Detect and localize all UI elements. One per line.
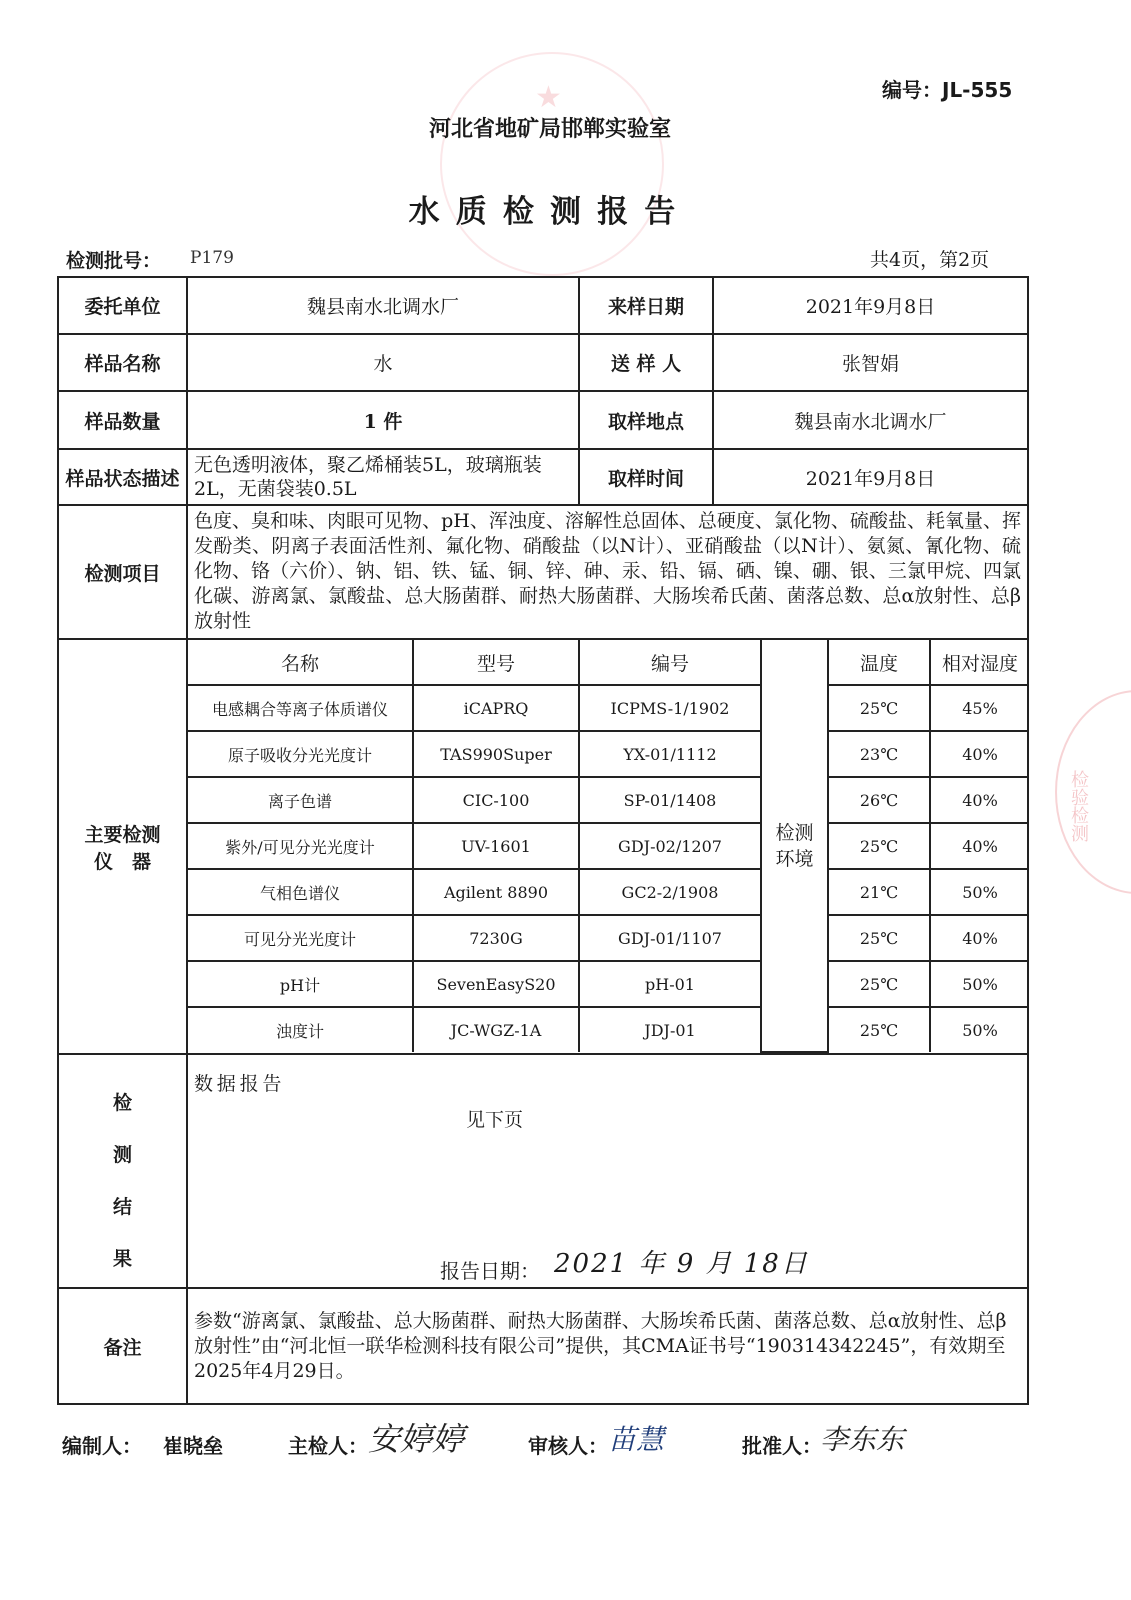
instrument-humidity: 45% — [930, 685, 1029, 731]
instrument-code: YX-01/1112 — [579, 731, 761, 777]
instrument-name: 气相色谱仪 — [188, 869, 413, 915]
instruments-label-line2: 仪 器 — [93, 850, 151, 873]
instrument-code: GDJ-01/1107 — [579, 915, 761, 961]
reviewer-signature: 苗慧 — [608, 1423, 665, 1456]
sample-state-value: 无色透明液体，聚乙烯桶装5L，玻璃瓶装2L，无菌袋装0.5L — [187, 449, 579, 505]
client-label: 委托单位 — [58, 277, 187, 334]
result-label — [58, 1054, 187, 1288]
instrument-model: 7230G — [413, 915, 579, 961]
sampling-time-label: 取样时间 — [579, 449, 713, 505]
sample-state-label: 样品状态描述 — [58, 449, 187, 505]
result-section — [187, 1054, 1028, 1288]
instrument-name: 原子吸收分光光度计 — [188, 731, 413, 777]
result-label-char: 果 — [112, 1248, 132, 1270]
environment-label — [761, 640, 828, 1052]
sender-label: 送 样 人 — [579, 334, 713, 391]
instrument-model: UV-1601 — [413, 823, 579, 869]
instrument-humidity: 50% — [930, 1007, 1029, 1052]
instrument-temperature: 25℃ — [828, 915, 930, 961]
instrument-name: 紫外/可见分光光度计 — [188, 823, 413, 869]
notes-text: 参数“游离氯、氯酸盐、总大肠菌群、耐热大肠菌群、大肠埃希氏菌、菌落总数、总α放射性、总β放射性”由“河北恒一联华检测科技有限公司”提供，其CMA证书号“190314342245”，有效期至2025年4月29日。 — [187, 1288, 1028, 1404]
report-date-label: 报告日期： — [440, 1259, 540, 1283]
result-title: 数据报告 — [194, 1073, 286, 1095]
sample-date-label: 来样日期 — [579, 277, 713, 334]
instrument-temperature: 25℃ — [828, 823, 930, 869]
seal-star-icon: ★ — [535, 80, 562, 115]
instrument-model: SevenEasyS20 — [413, 961, 579, 1007]
column-header-code: 编号 — [579, 640, 761, 685]
notes-label: 备注 — [58, 1288, 187, 1404]
column-header-name: 名称 — [188, 640, 413, 685]
instrument-temperature: 21℃ — [828, 869, 930, 915]
instrument-model: TAS990Super — [413, 731, 579, 777]
environment-label-line1: 检测 — [775, 821, 814, 844]
report-date-handwritten: 2021 年 9 月 18日 — [554, 1249, 809, 1279]
instrument-code: GC2-2/1908 — [579, 869, 761, 915]
instrument-humidity: 40% — [930, 777, 1029, 823]
result-label-char: 测 — [112, 1144, 132, 1166]
sender-value: 张智娟 — [713, 334, 1028, 391]
lab-name: 河北省地矿局邯郸实验室 — [428, 116, 671, 142]
client-value: 魏县南水北调水厂 — [187, 277, 579, 334]
instrument-name: 浊度计 — [188, 1007, 413, 1052]
instrument-code: ICPMS-1/1902 — [579, 685, 761, 731]
sample-quantity-label: 样品数量 — [58, 391, 187, 449]
column-header-temperature: 温度 — [828, 640, 930, 685]
instruments-label — [58, 639, 187, 1054]
sampling-time-value: 2021年9月8日 — [713, 449, 1028, 505]
sampling-location-label: 取样地点 — [579, 391, 713, 449]
reviewer-label: 审核人： — [528, 1434, 608, 1458]
instrument-temperature: 25℃ — [828, 1007, 930, 1052]
approver-signature: 李东东 — [820, 1423, 905, 1456]
instrument-code: GDJ-02/1207 — [579, 823, 761, 869]
instrument-model: CIC-100 — [413, 777, 579, 823]
table-row — [188, 869, 1029, 915]
table-row — [188, 1007, 1029, 1052]
instrument-humidity: 40% — [930, 823, 1029, 869]
result-label-char: 结 — [112, 1196, 132, 1218]
table-row — [188, 823, 1029, 869]
instrument-code: pH-01 — [579, 961, 761, 1007]
instrument-name: 离子色谱 — [188, 777, 413, 823]
instrument-temperature: 23℃ — [828, 731, 930, 777]
instrument-humidity: 40% — [930, 915, 1029, 961]
result-value: 见下页 — [466, 1109, 524, 1131]
preparer-name: 崔晓垒 — [163, 1434, 223, 1458]
instrument-code: JDJ-01 — [579, 1007, 761, 1052]
table-row — [188, 777, 1029, 823]
sample-name-value: 水 — [187, 334, 579, 391]
preparer-label: 编制人： — [62, 1434, 142, 1458]
instruments-section — [187, 639, 1028, 1054]
test-items-text: 色度、臭和味、肉眼可见物、pH、浑浊度、溶解性总固体、总硬度、氯化物、硫酸盐、耗氧量、挥发酚类、阴离子表面活性剂、氟化物、硝酸盐（以N计）、亚硝酸盐（以N计）、氨氮、氰化物、硫化物、铬（六价）、钠、铝、铁、锰、铜、锌、砷、汞、铅、镉、硒、镍、硼、银、三氯甲烷、四氯化碳、游离氯、氯酸盐、总大肠菌群、耐热大肠菌群、大肠埃希氏菌、菌落总数、总α放射性、总β放射性 — [187, 505, 1028, 639]
batch-value: P179 — [190, 248, 234, 268]
table-row — [188, 915, 1029, 961]
instrument-name: 可见分光光度计 — [188, 915, 413, 961]
sample-quantity-value: 1 件 — [187, 391, 579, 449]
instrument-name: 电感耦合等离子体质谱仪 — [188, 685, 413, 731]
report-table — [57, 276, 1029, 1405]
instrument-model: JC-WGZ-1A — [413, 1007, 579, 1052]
page-info: 共4页，第2页 — [870, 249, 990, 271]
sample-name-label: 样品名称 — [58, 334, 187, 391]
table-row — [188, 731, 1029, 777]
instrument-humidity: 50% — [930, 869, 1029, 915]
approver-label: 批准人： — [742, 1434, 822, 1458]
document-title: 水质检测报告 — [408, 194, 692, 230]
instrument-model: iCAPRQ — [413, 685, 579, 731]
sample-date-value: 2021年9月8日 — [713, 277, 1028, 334]
instruments-label-line1: 主要检测 — [84, 823, 161, 846]
inspector-signature: 安婷婷 — [368, 1420, 465, 1458]
seal-stamp-side-text: 检验检测 — [1068, 770, 1089, 842]
test-items-label: 检测项目 — [58, 505, 187, 639]
instrument-temperature: 26℃ — [828, 777, 930, 823]
column-header-humidity: 相对湿度 — [930, 640, 1029, 685]
instrument-name: pH计 — [188, 961, 413, 1007]
table-row — [188, 961, 1029, 1007]
instruments-table — [188, 640, 1029, 1053]
sampling-location-value: 魏县南水北调水厂 — [713, 391, 1028, 449]
report-number: 编号：JL-555 — [882, 78, 1013, 102]
environment-label-line2: 环境 — [775, 847, 814, 870]
result-label-char: 检 — [112, 1092, 132, 1114]
inspector-label: 主检人： — [288, 1434, 368, 1458]
instrument-model: Agilent 8890 — [413, 869, 579, 915]
instrument-code: SP-01/1408 — [579, 777, 761, 823]
instrument-humidity: 50% — [930, 961, 1029, 1007]
instrument-humidity: 40% — [930, 731, 1029, 777]
column-header-model: 型号 — [413, 640, 579, 685]
instrument-temperature: 25℃ — [828, 961, 930, 1007]
table-row — [188, 685, 1029, 731]
batch-label: 检测批号： — [66, 250, 162, 272]
instrument-temperature: 25℃ — [828, 685, 930, 731]
